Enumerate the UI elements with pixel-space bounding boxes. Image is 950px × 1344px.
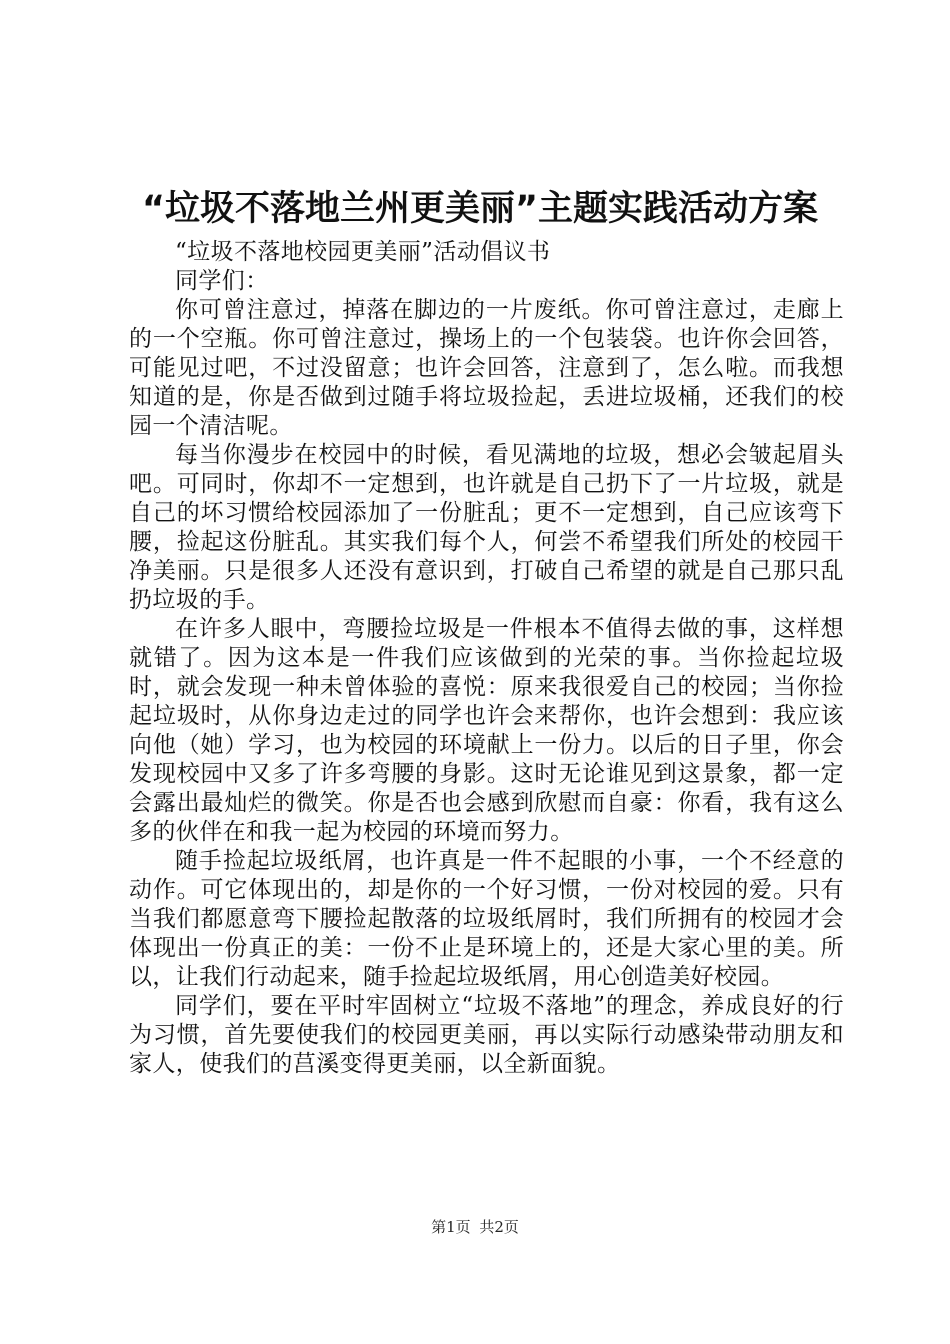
paragraph: 在许多人眼中，弯腰捡垃圾是一件根本不值得去做的事，这样想就错了。因为这本是一件我们应该做到的光荣的事。当你捡起垃圾时，就会发现一种未曾体验的喜悦：原来我很爱自己的校园；当你捡起垃圾时，从你身边走过的同学也许会来帮你，也许会想到：我应该向他（她）学习，也为校园的环境献上一份力。以后的日子里，你会发现校园中又多了许多弯腰的身影。这时无论谁见到这景象，都一定会露出最灿烂的微笑。你是否也会感到欣慰而自豪：你看，我有这么多的伙伴在和我一起为校园的环境而努力。 bbox=[129, 616, 844, 845]
page-total: 共2页 bbox=[479, 1218, 519, 1236]
paragraph: 每当你漫步在校园中的时候，看见满地的垃圾，想必会皱起眉头吧。可同时，你却不一定想到，也许就是自己扔下了一片垃圾，就是自己的坏习惯给校园添加了一份脏乱；更不一定想到，自己应该弯下腰，捡起这份脏乱。其实我们每个人，何尝不希望我们所处的校园干净美丽。只是很多人还没有意识到，打破自己希望的就是自己那只乱扔垃圾的手。 bbox=[129, 442, 844, 613]
page-number: 第1页 bbox=[431, 1218, 471, 1236]
paragraph: 随手捡起垃圾纸屑，也许真是一件不起眼的小事，一个不经意的动作。可它体现出的，却是你的一个好习惯，一份对校园的爱。只有当我们都愿意弯下腰捡起散落的垃圾纸屑时，我们所拥有的校园才会体现出一份真正的美：一份不止是环境上的，还是大家心里的美。所以，让我们行动起来，随手捡起垃圾纸屑，用心创造美好校园。 bbox=[129, 848, 844, 990]
page-footer bbox=[0, 1217, 950, 1237]
document-title: “垃圾不落地兰州更美丽”主题实践活动方案 bbox=[141, 189, 818, 229]
salutation: 同学们： bbox=[175, 268, 269, 294]
document-subtitle: “垃圾不落地校园更美丽”活动倡议书 bbox=[175, 239, 551, 265]
paragraph: 你可曾注意过，掉落在脚边的一片废纸。你可曾注意过，走廊上的一个空瓶。你可曾注意过，操场上的一个包装袋。也许你会回答，可能见过吧，不过没留意；也许会回答，注意到了，怎么啦。而我想知道的是，你是否做到过随手将垃圾捡起，丢进垃圾桶，还我们的校园一个清洁呢。 bbox=[129, 297, 844, 439]
document-body bbox=[129, 238, 844, 1079]
paragraph: 同学们，要在平时牢固树立“垃圾不落地”的理念，养成良好的行为习惯，首先要使我们的校园更美丽，再以实际行动感染带动朋友和家人，使我们的莒溪变得更美丽，以全新面貌。 bbox=[129, 993, 844, 1077]
